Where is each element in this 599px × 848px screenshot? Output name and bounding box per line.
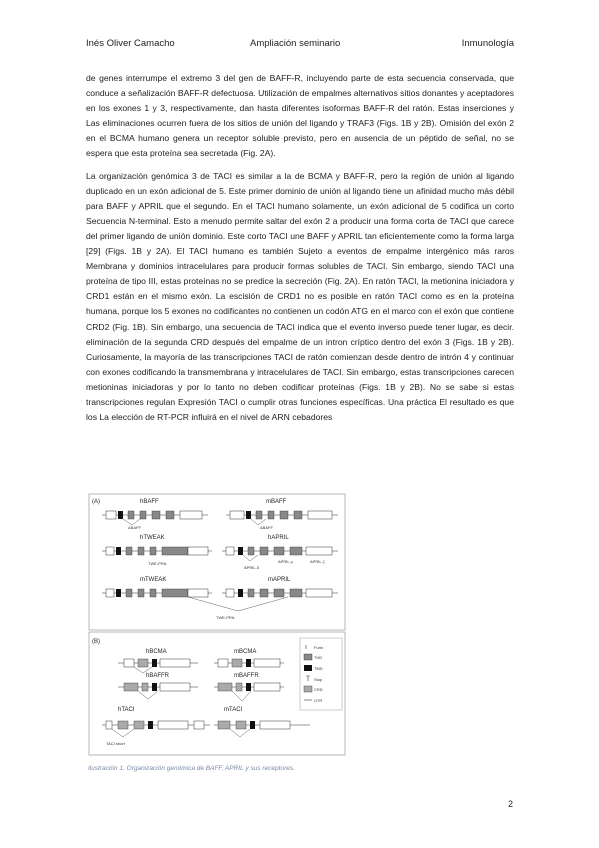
sublabel-april-gamma: APRIL-γ bbox=[278, 559, 293, 564]
gene-mtweak bbox=[102, 589, 212, 597]
gene-label-hbaff: hBAFF bbox=[140, 499, 159, 505]
gene-label-htaci: hTACI bbox=[118, 707, 135, 713]
gene-mtaci bbox=[214, 721, 310, 737]
gene-hbaff bbox=[102, 511, 208, 530]
gene-htweak bbox=[102, 547, 212, 566]
paragraph-1: de genes interrumpe el extremo 3 del gen de BAFF-R, incluyendo parte de esta secuencia conservada, que conduce a señalización BAFF-R defectuosa. Utilización de empalmes alternativos sitios donantes y aceptadores en los exones 1 y 3, respectivamente, dan hasta diferentes isoformas BAFF-R del ratón. Estas inserciones y Las eliminaciones ocurren fuera de los sitios de unión del ligando y TRAF3 (Figs. 1B y 2B). Omisión del exón 2 en el BCMA humano genera un receptor soluble previsto, pero en ausencia de un péptido de señal, no se espera que esta proteína sea secretada (Fig. 2A). bbox=[86, 73, 514, 159]
gene-label-hapril: hAPRIL bbox=[268, 535, 289, 541]
figure-legend bbox=[300, 638, 342, 710]
gene-label-hbaffr: hBAFFR bbox=[146, 673, 170, 679]
sublabel-twepril-2: TWE-PRIL bbox=[216, 615, 236, 620]
gene-label-mbaff: mBAFF bbox=[266, 499, 287, 505]
header-subject: Inmunología bbox=[461, 38, 514, 49]
gene-mbaff bbox=[226, 511, 338, 530]
header-title: Ampliación seminario bbox=[250, 38, 341, 49]
gene-label-mbaffr: mBAFFR bbox=[234, 673, 259, 679]
sublabel-twepril-1: TWE-PRIL bbox=[148, 561, 168, 566]
thd-swatch bbox=[304, 654, 312, 660]
body-text bbox=[86, 71, 514, 432]
gene-hapril bbox=[222, 547, 338, 570]
crd-swatch bbox=[304, 686, 312, 692]
tmd-swatch bbox=[304, 665, 312, 671]
gene-mbaffr bbox=[214, 683, 284, 701]
gene-label-mbcma: mBCMA bbox=[234, 649, 257, 655]
sublabel-mbaff: ΔBAFF bbox=[260, 525, 273, 530]
sublabel-hbaff: ΔBAFF bbox=[128, 525, 141, 530]
gene-mbcma bbox=[214, 659, 284, 667]
gene-label-mtaci: mTACI bbox=[224, 707, 243, 713]
sublabel-april-zeta: APRIL-ζ bbox=[310, 559, 325, 564]
legend-crd: CRD bbox=[314, 687, 323, 692]
figure-diagram bbox=[88, 493, 346, 756]
gene-mapril bbox=[222, 589, 338, 597]
gene-label-hbcma: hBCMA bbox=[146, 649, 167, 655]
sublabel-april-delta: APRIL-δ bbox=[244, 565, 260, 570]
figure-caption: Ilustración 1. Organización genómica de BAFF, APRIL y sus receptores. bbox=[88, 765, 295, 772]
page-header bbox=[86, 38, 514, 52]
page-number: 2 bbox=[508, 799, 514, 809]
legend-furin: Furin bbox=[314, 645, 324, 650]
gene-htaci bbox=[102, 721, 210, 746]
legend-thd: THD bbox=[314, 655, 323, 660]
gene-label-mtweak: mTWEAK bbox=[140, 577, 167, 583]
panel-a-frame bbox=[89, 494, 345, 630]
legend-stop: Stop bbox=[314, 677, 323, 682]
gene-label-mapril: mAPRIL bbox=[268, 577, 291, 583]
panel-b-label: (B) bbox=[92, 639, 100, 645]
legend-utr: UTR bbox=[314, 698, 323, 703]
panel-a-label: (A) bbox=[92, 499, 100, 505]
gene-label-htweak: hTWEAK bbox=[140, 535, 165, 541]
paragraph-2: La organización genómica 3 de TACI es similar a la de BCMA y BAFF-R, pero la región de unión al ligando duplicado en un exón adicional de 5. Este primer dominio de unión al ligando tiene un afinidad mucho más débil para BAFF y APRIL que el segundo. En el TACI humano solamente, un exón adicional de 5 codifica un corto Secuencia N-terminal. Esto a menudo permite saltar del exón 2 a producir una forma corta de TACI que carece del primer ligando de unión dominio. Este corto TACI une BAFF y APRIL tan eficientemente como la forma larga [29] (Figs. 1B y 2A). El TACI humano es también Sujeto a eventos de empalme intergénico más raros Membrana y dominios intracelulares para producir formas solubles de TACI. Sin embargo, siendo TACI una proteína de tipo III, estas proteínas no se predice la secreción (Fig. 2A). En ratón TACI, la metionina iniciadora y CRD1 están en el mismo exón. La escisión de CRD1 no es posible en ratón TACI como es en la proteína humana, porque los 5 exones no codificantes no contienen un codón ATG en el marco con el exón que contiene CRD2 (Fig. 1B). Sin embargo, una secuencia de TACI indica que el evento inverso puede tener lugar, es decir. eliminación de la segunda CRD después del empalme de un intron críptico dentro del exón 3 (Figs. 1B y 2B). Curiosamente, la mayoría de las transcripciones TACI de ratón comienzan desde dentro de intrón 4 y continuar con exones codificando la transmembrana y intracelulares de TACI. Sin embargo, estas transcripciones carecen metioninas iniciadoras y por lo tanto no deben codificar proteínas (Figs. 1B y 2B). No se sabe si estas transcripciones regulan Expresión TACI o cumplir otras funciones específicas. Una práctica El resultado es que los La elección de RT-PCR influirá en el nivel de ARN cebadores bbox=[86, 170, 514, 423]
genomic-organization-figure bbox=[88, 493, 346, 756]
header-author: Inés Oliver Camacho bbox=[86, 38, 175, 49]
gene-hbcma bbox=[118, 659, 198, 673]
gene-hbaffr bbox=[118, 683, 198, 699]
legend-tmd: TMD bbox=[314, 666, 323, 671]
sublabel-taci-short: TACI short bbox=[106, 741, 125, 746]
